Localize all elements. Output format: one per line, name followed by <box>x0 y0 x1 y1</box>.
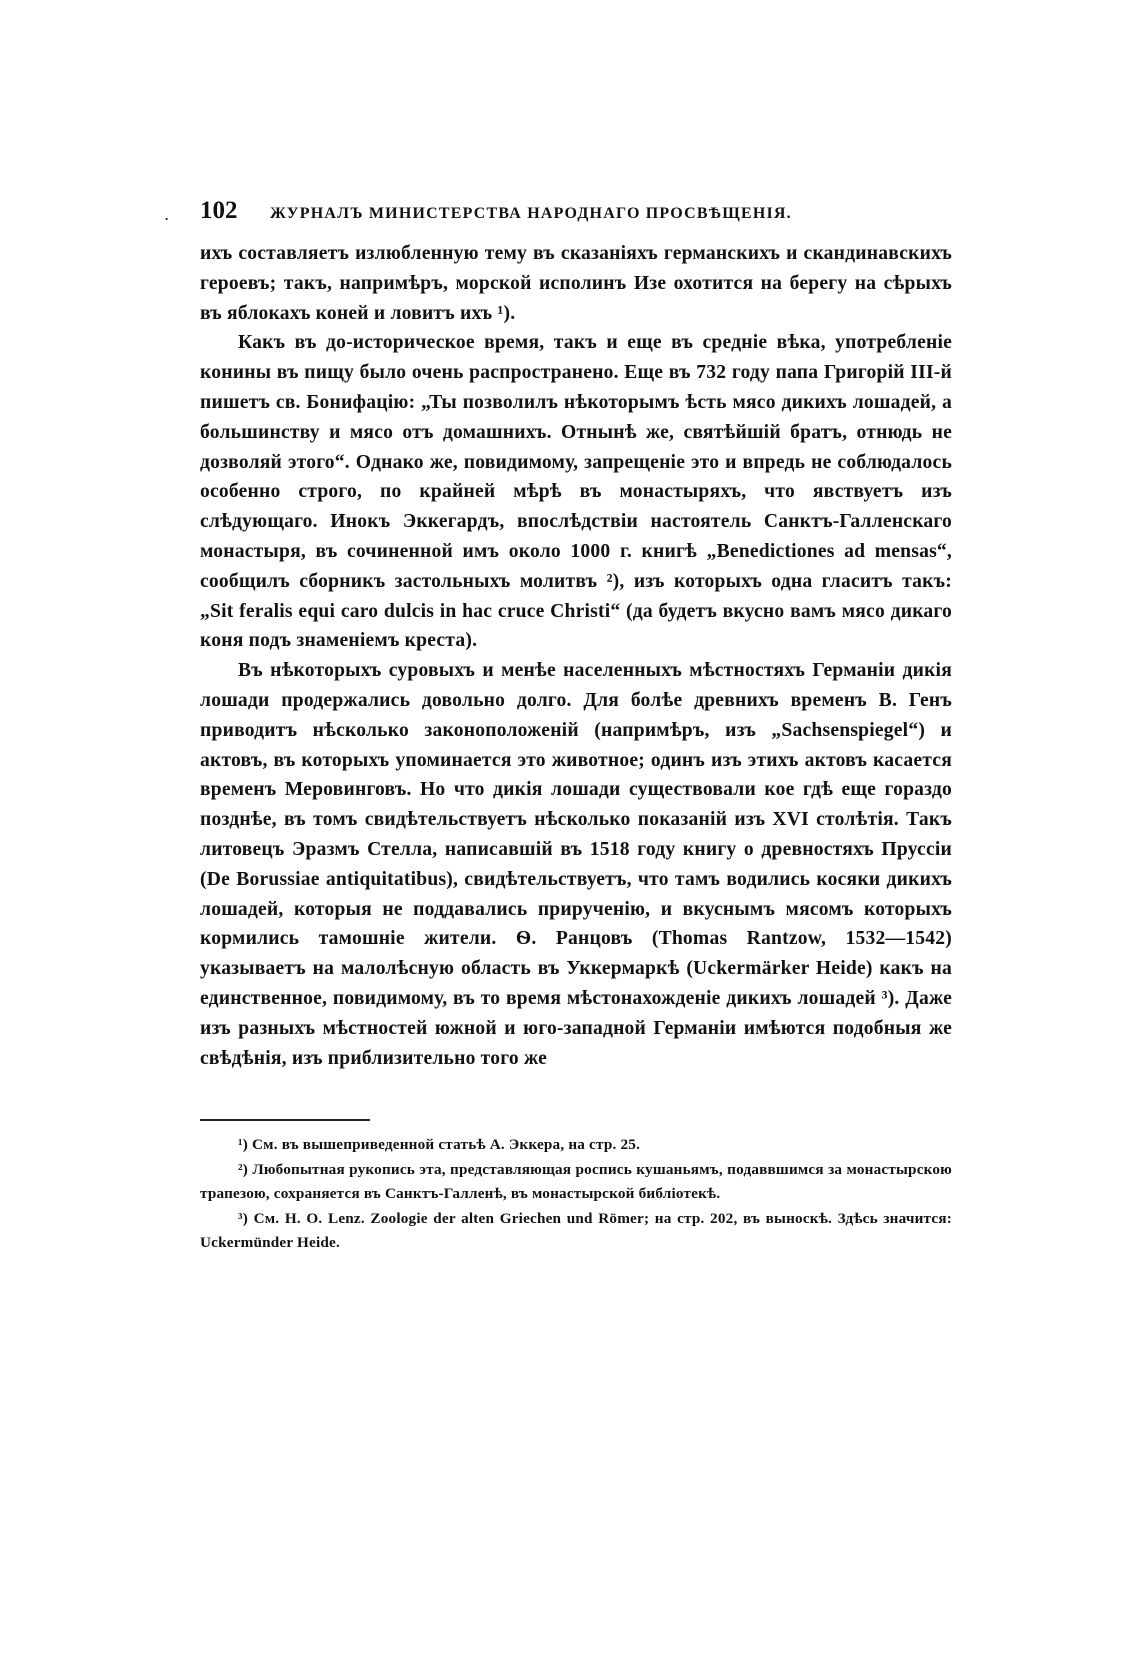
paragraph-horse-meat-middle-ages: Какъ въ до-историческое время, такъ и еще въ средніе вѣка, употребленіе конины въ пищу было очень распространено. Еще въ 732 году папа Григорій III-й пишетъ св. Бонифацію: „Ты позволилъ нѣкоторымъ ѣсть мясо дикихъ лошадей, а большинству и мясо отъ домашнихъ. Отнынѣ же, святѣйшій братъ, отнюдь не дозволяй этого“. Однако же, повидимому, запрещеніе это и впредь не соблюдалось особенно строго, по крайней мѣрѣ въ монастыряхъ, что явствуетъ изъ слѣдующаго. Инокъ Эккегардъ, впослѣдствіи настоятель Санктъ-Галленскаго монастыря, въ сочиненной имъ около 1000 г. книгѣ „Benedictiones ad mensas“, сообщилъ сборникъ застольныхъ молитвъ ²), изъ которыхъ одна гласитъ такъ: „Sit feralis equi caro dulcis in hac cruce Christi“ (да будетъ вкусно вамъ мясо дикаго коня подъ знаменіемъ креста). <box>200 332 952 652</box>
page-number: 102 <box>200 197 238 224</box>
body-text <box>200 239 952 1073</box>
footnote-2: ²) Любопытная рукопись эта, представляющая роспись кушаньямъ, подаввшимся за монастырскою трапезою, сохраняется въ Санктъ-Галленѣ, въ монастырской библіотекѣ. <box>200 1160 952 1203</box>
running-head: ЖУРНАЛЪ МИНИСТЕРСТВА НАРОДНАГО ПРОСВѢЩЕНІЯ. <box>270 205 792 222</box>
document-page <box>164 197 952 1256</box>
footnote-1: ¹) См. въ вышеприведенной статьѣ А. Эккера, на стр. 25. <box>238 1136 641 1154</box>
page-header <box>164 197 952 233</box>
footnotes <box>200 1133 952 1256</box>
header-dot: . <box>164 205 170 224</box>
paragraph-wild-horses-germany: Въ нѣкоторыхъ суровыхъ и менѣе населенныхъ мѣстностяхъ Германіи дикія лошади продержались довольно долго. Для болѣе древнихъ временъ В. Генъ приводитъ нѣсколько законоположеній (напримѣръ, изъ „Sachsenspiegel“) и актовъ, въ которыхъ упоминается это животное; одинъ изъ этихъ актовъ касается временъ Меровинговъ. Но что дикія лошади существовали кое гдѣ еще гораздо позднѣе, въ томъ свидѣтельствуетъ нѣсколько показаній изъ XVI столѣтія. Такъ литовецъ Эразмъ Стелла, написавшій въ 1518 году книгу о древностяхъ Пруссіи (De Borussiae antiquitatibus), свидѣтельствуетъ, что тамъ водились косяки дикихъ лошадей, которыя не поддавались прирученію, и вкуснымъ мясомъ которыхъ кормились тамошніе жители. Ѳ. Ранцовъ (Thomas Rantzow, 1532—1542) указываетъ на малолѣсную область въ Уккермаркѣ (Uckermärker Heide) какъ на единственное, повидимому, въ то время мѣстонахожденіе дикихъ лошадей ³). Даже изъ разныхъ мѣстностей южной и юго-западной Германіи имѣются подобныя же свѣдѣнія, изъ приблизительно того же <box>200 660 952 1069</box>
footnote-3: ³) См. Н. О. Lenz. Zoologie der alten Griechen und Römer; на стр. 202, въ выноскѣ. Здѣсь значится: Uckermünder Heide. <box>200 1209 952 1252</box>
paragraph-continuation: ихъ составляетъ излюбленную тему въ сказаніяхъ германскихъ и скандинавскихъ героевъ; такъ, напримѣръ, морской исполинъ Изе охотится на берегу на сѣрыхъ въ яблокахъ коней и ловитъ ихъ ¹). <box>200 243 952 324</box>
footnote-divider <box>200 1119 370 1121</box>
